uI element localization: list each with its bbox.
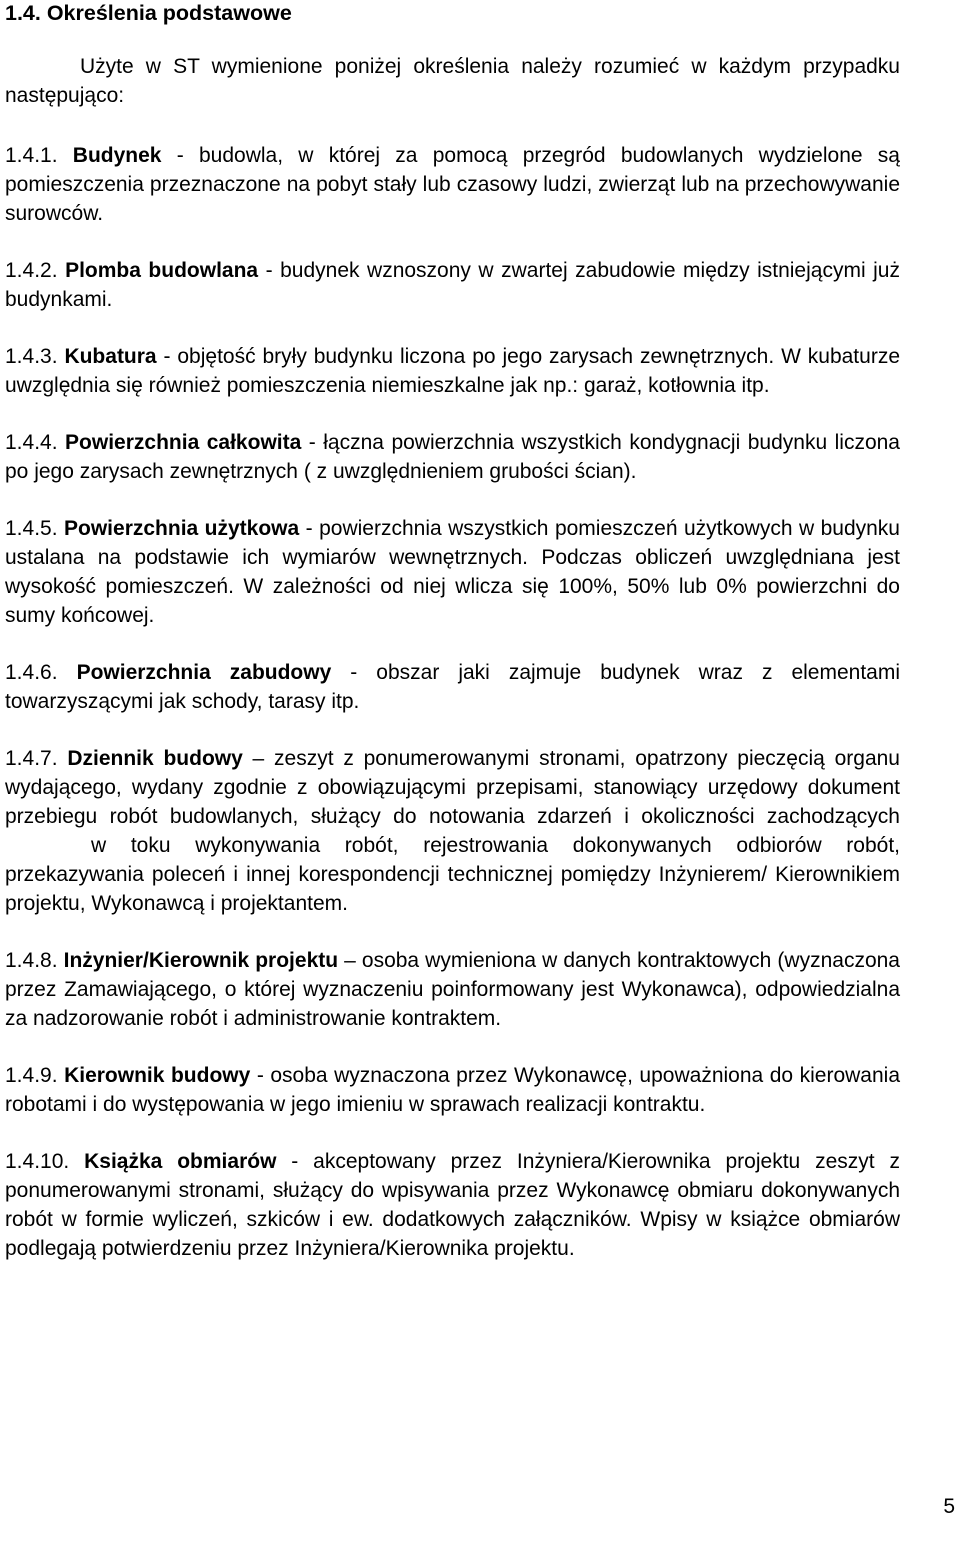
definition-text: - obszar jaki zajmuje budynek wraz z elementami towarzyszącymi jak schody, tarasy itp. — [5, 661, 900, 713]
definition-number: 1.4.7. — [5, 747, 58, 770]
definition-1-4-9 — [5, 1061, 900, 1119]
definition-1-4-3 — [5, 342, 900, 400]
section-intro: Użyte w ST wymienione poniżej określenia należy rozumieć w każdym przypadku następująco: — [5, 55, 900, 107]
definition-1-4-6 — [5, 658, 900, 716]
definition-text: – zeszyt z ponumerowanymi stronami, opatrzony pieczęcią organu wydającego, wydany zgodnie z obowiązującymi przepisami, stanowiący urzędowy dokument przebiegu robót budowlanych, służący do notowania zdarzeń i okoliczności zachodzących — [5, 747, 900, 828]
definition-term: Plomba budowlana — [65, 259, 259, 282]
definition-text: - budynek wznoszony w zwartej zabudowie między istniejącymi już budynkami. — [5, 259, 900, 311]
definition-text: - osoba wyznaczona przez Wykonawcę, upoważniona do kierowania robotami i do występowania w jego imieniu w sprawach realizacji kontraktu. — [5, 1064, 900, 1116]
definition-text-continued: w toku wykonywania robót, rejestrowania dokonywanych odbiorów robót, przekazywania poleceń i innej korespondencji technicznej pomiędzy Inżynierem/ Kierownikiem projektu, Wykonawcą i projektantem. — [5, 834, 900, 915]
definition-term: Inżynier/Kierownik projektu — [63, 949, 339, 972]
definition-term: Powierzchnia użytkowa — [64, 517, 300, 540]
definition-number: 1.4.9. — [5, 1064, 58, 1087]
definition-number: 1.4.6. — [5, 661, 58, 684]
definition-1-4-1 — [5, 141, 900, 228]
definition-text: - objętość bryły budynku liczona po jego zarysach zewnętrznych. W kubaturze uwzględnia się również pomieszczenia niemieszkalne jak np.: garaż, kotłownia itp. — [5, 345, 900, 397]
definition-1-4-7 — [5, 744, 900, 918]
definition-number: 1.4.1. — [5, 144, 58, 167]
definition-text: - łączna powierzchnia wszystkich kondygnacji budynku liczona po jego zarysach zewnętrznych ( z uwzględnieniem grubości ścian). — [5, 431, 900, 483]
definition-1-4-8 — [5, 946, 900, 1033]
definition-1-4-4 — [5, 428, 900, 486]
definition-number: 1.4.8. — [5, 949, 58, 972]
definition-1-4-5 — [5, 514, 900, 630]
definitions-list — [5, 141, 900, 1263]
definition-number: 1.4.2. — [5, 259, 58, 282]
definition-term: Książka obmiarów — [84, 1150, 277, 1173]
definition-term: Dziennik budowy — [67, 747, 243, 770]
definition-term: Powierzchnia zabudowy — [76, 661, 332, 684]
definition-number: 1.4.4. — [5, 431, 58, 454]
section-heading: 1.4. Określenia podstawowe — [5, 1, 292, 25]
definition-number: 1.4.3. — [5, 345, 58, 368]
definition-term: Powierzchnia całkowita — [65, 431, 302, 454]
definition-text: – osoba wymieniona w danych kontraktowych (wyznaczona przez Zamawiającego, o której wyznaczeniu poinformowany jest Wykonawca), odpowiedzialna za nadzorowanie robót i administrowanie kontraktem. — [5, 949, 900, 1030]
document-page — [5, 0, 900, 1263]
definition-1-4-10 — [5, 1147, 900, 1263]
page-number: 5 — [943, 1495, 955, 1518]
definition-1-4-2 — [5, 256, 900, 314]
definition-term: Kierownik budowy — [64, 1064, 251, 1087]
definition-term: Budynek — [72, 144, 162, 167]
definition-text: - akceptowany przez Inżyniera/Kierownika projektu zeszyt z ponumerowanymi stronami, służący do wpisywania przez Wykonawcę obmiaru dokonywanych robót w formie wyliczeń, szkiców i ew. dodatkowych załączników. Wpisy w książce obmiarów podlegają potwierdzeniu przez Inżyniera/Kierownika projektu. — [5, 1150, 900, 1260]
definition-term: Kubatura — [64, 345, 157, 368]
definition-number: 1.4.10. — [5, 1150, 70, 1173]
definition-text: - powierzchnia wszystkich pomieszczeń użytkowych w budynku ustalana na podstawie ich wymiarów wewnętrznych. Podczas obliczeń uwzględniana jest wysokość pomieszczeń. W zależności od niej wlicza się 100%, 50% lub 0% powierzchni do sumy końcowej. — [5, 517, 900, 627]
definition-text: - budowla, w której za pomocą przegród budowlanych wydzielone są pomieszczenia przeznaczone na pobyt stały lub czasowy ludzi, zwierząt lub na przechowywanie surowców. — [5, 144, 900, 225]
definition-number: 1.4.5. — [5, 517, 58, 540]
